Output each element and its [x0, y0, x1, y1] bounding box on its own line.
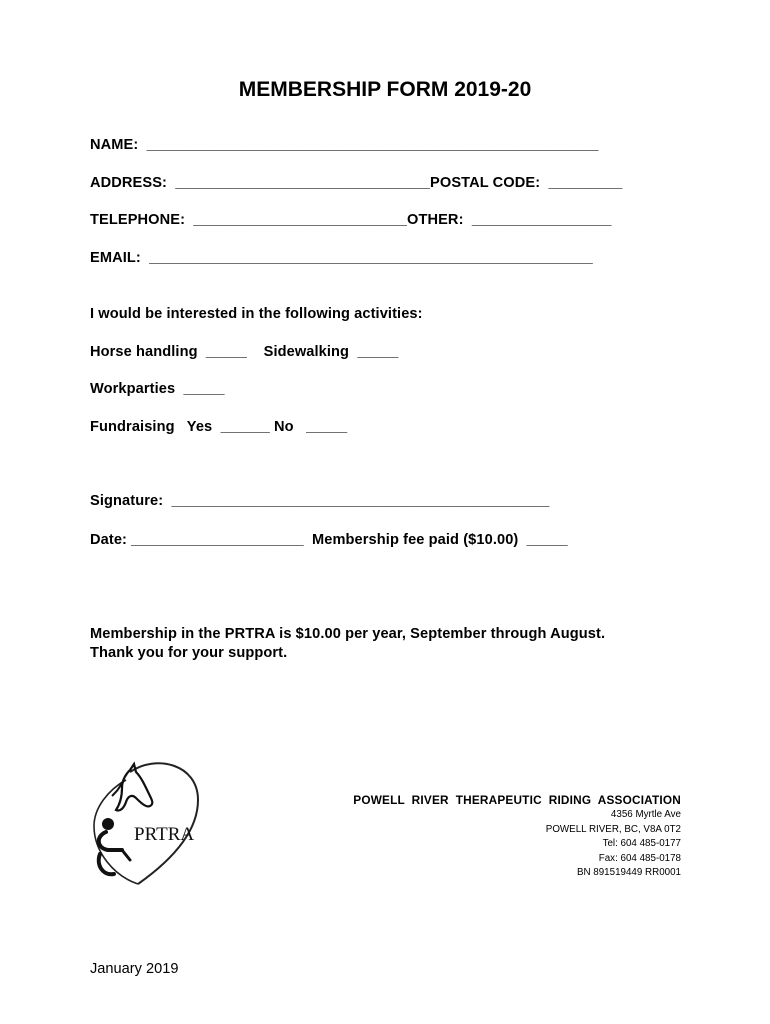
signature-field: Signature: ______________________________________________ — [90, 493, 550, 509]
address-field: ADDRESS: _______________________________POSTAL CODE: _________ — [90, 175, 623, 191]
date-fee-line: Date: _____________________ Membership fee paid ($10.00) _____ — [90, 532, 568, 548]
prtra-logo — [86, 760, 204, 888]
organization-address-line2: POWELL RIVER, BC, V8A 0T2 — [545, 823, 681, 835]
organization-bn: BN 891519449 RR0001 — [576, 867, 681, 878]
email-field: EMAIL: ______________________________________________________ — [90, 250, 593, 266]
organization-tel: Tel: 604 485-0177 — [602, 838, 681, 849]
organization-address-line1: 4356 Myrtle Ave — [610, 809, 681, 820]
organization-block — [353, 792, 681, 881]
activities-intro: I would be interested in the following activities: — [90, 306, 423, 322]
logo-text: PRTRA — [134, 824, 195, 845]
thank-you-note: Thank you for your support. — [90, 645, 288, 661]
horse-sidewalking-line: Horse handling _____ Sidewalking _____ — [90, 344, 399, 360]
workparties-line: Workparties _____ — [90, 381, 225, 397]
membership-note: Membership in the PRTRA is $10.00 per year, September through August. — [90, 626, 606, 642]
name-field: NAME: _______________________________________________________ — [90, 137, 599, 153]
horse-head-icon — [116, 764, 152, 811]
organization-fax: Fax: 604 485-0178 — [598, 852, 681, 864]
footer-date: January 2019 — [90, 961, 179, 977]
organization-name: POWELL RIVER THERAPEUTIC RIDING ASSOCIATION — [353, 793, 681, 807]
rider-head-icon — [102, 818, 114, 830]
telephone-field: TELEPHONE: __________________________OTHER: _________________ — [90, 212, 612, 228]
fundraising-line: Fundraising Yes ______ No _____ — [90, 419, 348, 435]
rider-body-icon — [99, 832, 122, 850]
form-title: MEMBERSHIP FORM 2019-20 — [238, 78, 532, 101]
